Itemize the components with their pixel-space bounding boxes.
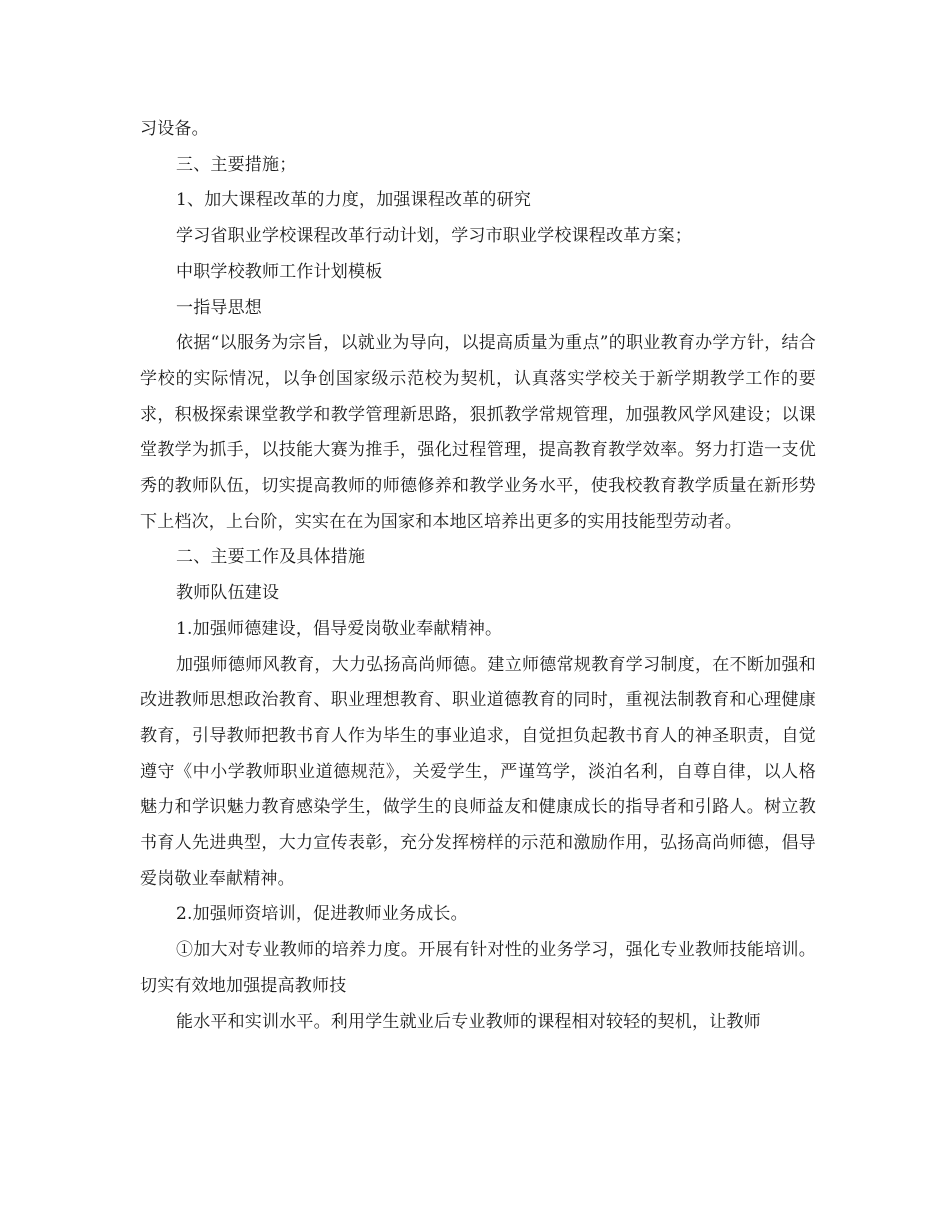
section-heading-guiding-ideology: 一指导思想 — [176, 297, 262, 318]
paragraph: ①加大对专业教师的培养力度。开展有针对性的业务学习，强化专业教师技能培训。切实有效地加强提高教师技 — [140, 940, 816, 996]
document-page — [140, 112, 816, 1040]
subheading-curriculum-reform: 1、加大课程改革的力度，加强课程改革的研究 — [176, 190, 532, 211]
section-heading-main-work: 二、主要工作及具体措施 — [176, 547, 366, 568]
paragraph: 能水平和实训水平。利用学生就业后专业教师的课程相对较轻的契机，让教师 — [176, 1011, 761, 1032]
subheading-teacher-team: 教师队伍建设 — [176, 583, 280, 604]
document-title: 中职学校教师工作计划模板 — [176, 261, 383, 282]
paragraph: 学习省职业学校课程改革行动计划，学习市职业学校课程改革方案； — [176, 226, 692, 247]
paragraph: 习设备。 — [140, 119, 209, 139]
paragraph: 依据“以服务为宗旨，以就业为导向，以提高质量为重点”的职业教育办学方针，结合学校的实际情况，以争创国家级示范校为契机，认真落实学校关于新学期教学工作的要求，积极探索课堂教学和教学管理新思路，狠抓教学常规管理，加强教风学风建设；以课堂教学为抓手，以技能大赛为推手，强化过程管理，提高教育教学效率。努力打造一支优秀的教师队伍，切实提高教师的师德修养和教学业务水平，使我校教育教学质量在新形势下上档次，上台阶，实实在在为国家和本地区培养出更多的实用技能型劳动者。 — [140, 333, 816, 532]
subheading-ethics: 1.加强师德建设，倡导爱岗敬业奉献精神。 — [176, 618, 503, 639]
subheading-training: 2.加强师资培训，促进教师业务成长。 — [176, 904, 468, 925]
section-heading-main-measures: 三、主要措施； — [176, 154, 297, 175]
paragraph: 加强师德师风教育，大力弘扬高尚师德。建立师德常规教育学习制度，在不断加强和改进教师思想政治教育、职业理想教育、职业道德教育的同时，重视法制教育和心理健康教育，引导教师把教书育人作为毕生的事业追求，自觉担负起教书育人的神圣职责，自觉遵守《中小学教师职业道德规范》，关爱学生，严谨笃学，淡泊名利，自尊自律，以人格魅力和学识魅力教育感染学生，做学生的良师益友和健康成长的指导者和引路人。树立教书育人先进典型，大力宣传表彰，充分发挥榜样的示范和激励作用，弘扬高尚师德，倡导爱岗敬业奉献精神。 — [140, 654, 816, 889]
